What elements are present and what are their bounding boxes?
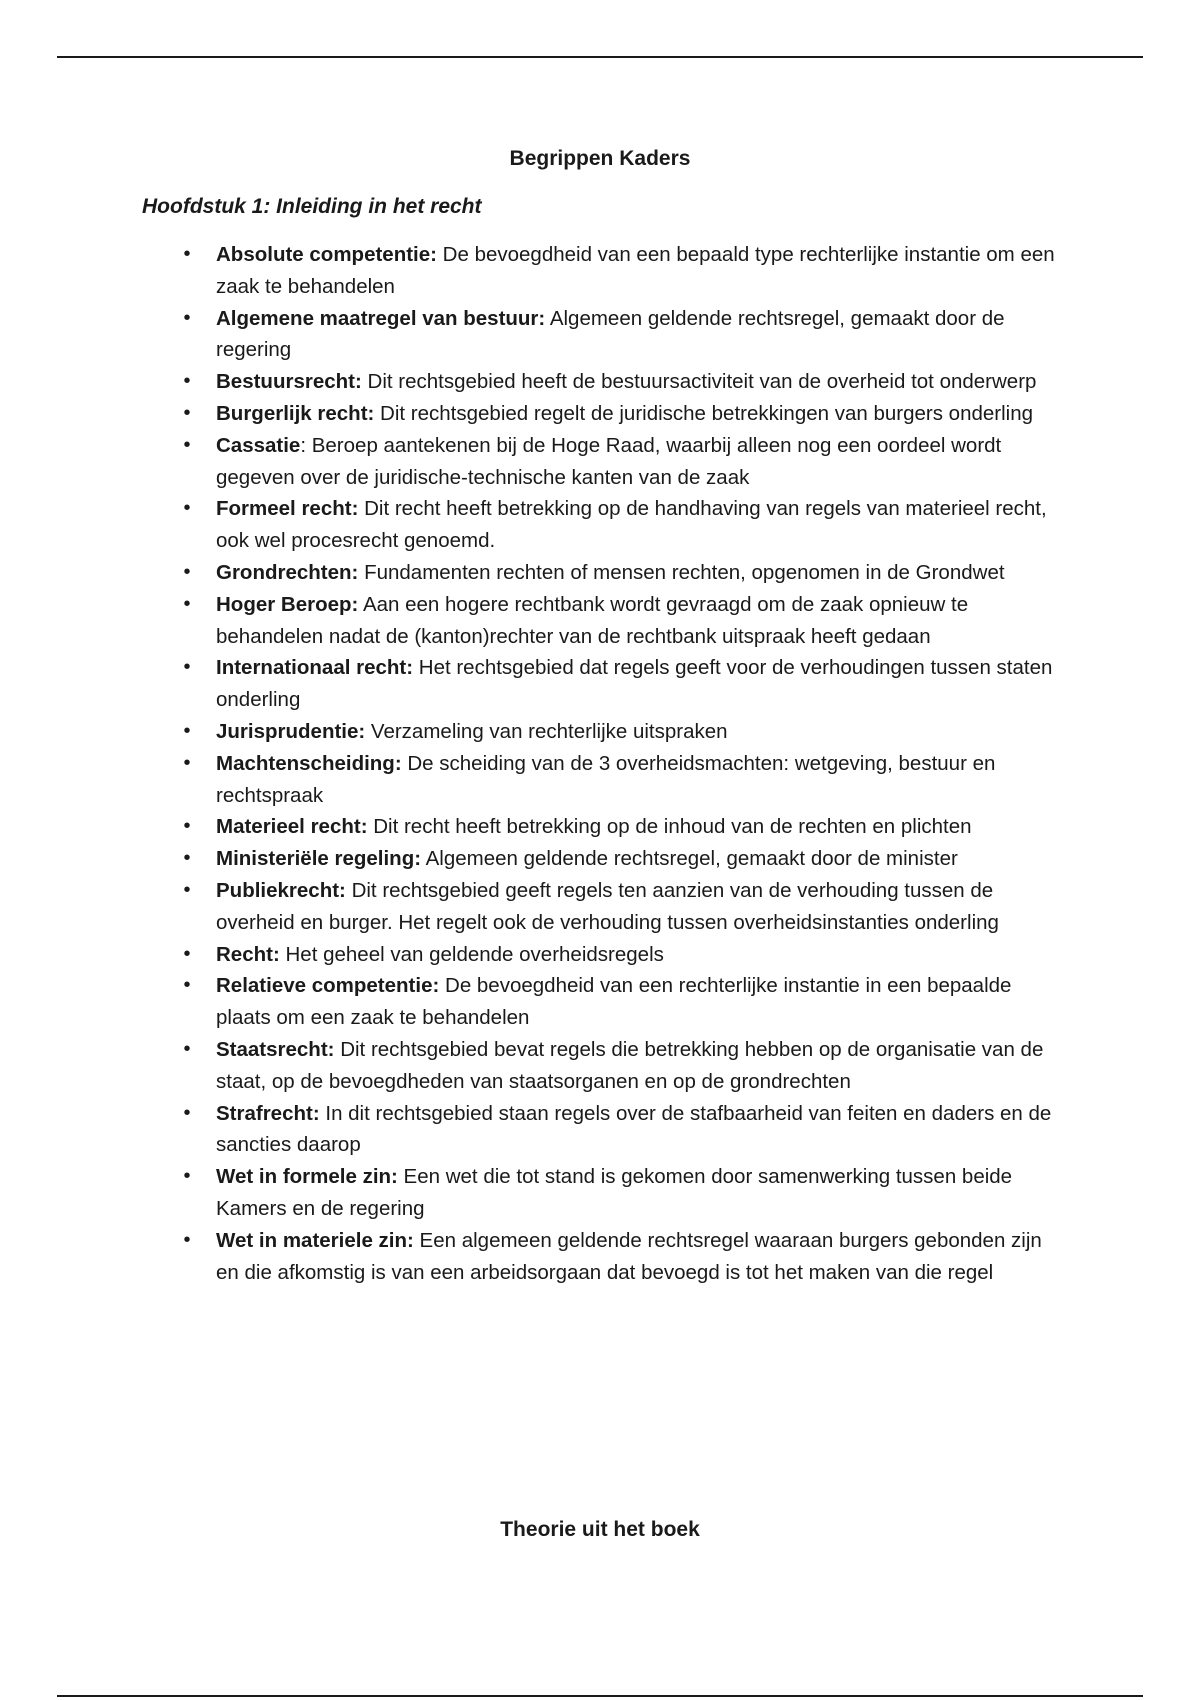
term-definition: Dit rechtsgebied geeft regels ten aanzien van de verhouding tussen de overheid en burger. Het regelt ook de verhouding tussen overheidsinstanties onderling xyxy=(216,878,999,934)
term-definition: De scheiding van de 3 overheidsmachten: wetgeving, bestuur en rechtspraak xyxy=(216,751,996,807)
list-item xyxy=(183,430,1056,494)
term-label: Recht: xyxy=(216,942,280,966)
term-label: Staatsrecht: xyxy=(216,1037,335,1061)
list-item xyxy=(183,1161,1056,1225)
term-label: Algemene maatregel van bestuur: xyxy=(216,306,546,330)
term-definition: Dit rechtsgebied regelt de juridische betrekkingen van burgers onderling xyxy=(374,401,1034,425)
term-label: Wet in materiele zin: xyxy=(216,1228,414,1252)
list-item xyxy=(183,366,1056,398)
term-label: Machtenscheiding: xyxy=(216,751,402,775)
term-definition: In dit rechtsgebied staan regels over de stafbaarheid van feiten en daders en de sancties daarop xyxy=(216,1101,1052,1157)
bullet-icon: • xyxy=(183,433,191,456)
term-label: Bestuursrecht: xyxy=(216,370,362,394)
bullet-icon: • xyxy=(183,974,191,997)
bullet-icon: • xyxy=(183,1101,191,1124)
term-definition: Dit recht heeft betrekking op de handhaving van regels van materieel recht, ook wel procesrecht genoemd. xyxy=(216,497,1047,553)
term-definition: Verzameling van rechterlijke uitspraken xyxy=(365,719,728,743)
term-definition: Een algemeen geldende rechtsregel waaraan burgers gebonden zijn en die afkomstig is van een arbeidsorgaan dat bevoegd is tot het maken van die regel xyxy=(216,1228,1042,1284)
term-label: Internationaal recht: xyxy=(216,656,414,680)
bullet-icon: • xyxy=(183,1037,191,1060)
term-label: Grondrechten: xyxy=(216,560,359,584)
bullet-icon: • xyxy=(183,815,191,838)
bullet-icon: • xyxy=(183,878,191,901)
list-item xyxy=(183,1034,1056,1098)
list-item xyxy=(183,493,1056,557)
list-item xyxy=(183,557,1056,589)
list-item xyxy=(183,748,1056,812)
term-definition: Algemeen geldende rechtsregel, gemaakt door de regering xyxy=(216,306,1005,362)
term-label: Jurisprudentie: xyxy=(216,719,366,743)
term-label: Strafrecht: xyxy=(216,1101,320,1125)
term-definition: Het geheel van geldende overheidsregels xyxy=(279,942,664,966)
chapter-heading: Hoofdstuk 1: Inleiding in het recht xyxy=(142,195,482,218)
term-label: Materieel recht: xyxy=(216,815,368,839)
term-label: Relatieve competentie: xyxy=(216,974,440,998)
header-rule xyxy=(57,56,1143,58)
bullet-icon: • xyxy=(183,243,191,265)
bullet-icon: • xyxy=(183,592,191,615)
term-definition: De bevoegdheid van een rechterlijke instantie in een bepaalde plaats om een zaak te behandelen xyxy=(216,974,1012,1030)
term-label: Cassatie xyxy=(216,433,301,457)
term-label: Burgerlijk recht: xyxy=(216,401,375,425)
list-item xyxy=(183,303,1056,367)
term-label: Absolute competentie: xyxy=(216,243,437,266)
list-item xyxy=(183,1098,1056,1162)
term-definition: Aan een hogere rechtbank wordt gevraagd om de zaak opnieuw te behandelen nadat de (kanton)rechter van de rechtbank uitspraak heeft gedaan xyxy=(216,592,969,648)
list-item xyxy=(183,589,1056,653)
bullet-icon: • xyxy=(183,1165,191,1188)
section-heading: Theorie uit het boek xyxy=(500,1518,700,1541)
footer-rule xyxy=(57,1695,1143,1697)
bullet-icon: • xyxy=(183,942,191,965)
list-item xyxy=(183,716,1056,748)
list-item xyxy=(183,939,1056,971)
term-definition: Dit rechtsgebied bevat regels die betrekking hebben op de organisatie van de staat, op de bevoegdheden van staatsorganen en op de grondrechten xyxy=(216,1037,1044,1093)
term-label: Publiekrecht: xyxy=(216,878,346,902)
list-item xyxy=(183,843,1056,875)
list-item xyxy=(183,970,1056,1034)
term-label: Hoger Beroep: xyxy=(216,592,359,616)
bullet-icon: • xyxy=(183,401,191,424)
term-definition: : Beroep aantekenen bij de Hoge Raad, waarbij alleen nog een oordeel wordt gegeven over de juridische-technische kanten van de zaak xyxy=(216,433,1002,489)
list-item xyxy=(183,1225,1056,1289)
term-label: Formeel recht: xyxy=(216,497,359,521)
list-item xyxy=(183,811,1056,843)
term-definition: De bevoegdheid van een bepaald type rechterlijke instantie om een zaak te behandelen xyxy=(216,243,1055,298)
list-item xyxy=(183,398,1056,430)
bullet-icon: • xyxy=(183,1228,191,1251)
bullet-icon: • xyxy=(183,370,191,393)
document-title: Begrippen Kaders xyxy=(509,147,691,170)
term-definition: Een wet die tot stand is gekomen door samenwerking tussen beide Kamers en de regering xyxy=(216,1165,1013,1220)
term-definition: Het rechtsgebied dat regels geeft voor de verhoudingen tussen staten onderling xyxy=(216,656,1053,712)
term-definition: Algemeen geldende rechtsregel, gemaakt door de minister xyxy=(421,847,958,871)
list-item xyxy=(183,652,1056,716)
term-definition: Fundamenten rechten of mensen rechten, opgenomen in de Grondwet xyxy=(358,560,1005,584)
term-list xyxy=(183,239,1056,1288)
bullet-icon: • xyxy=(183,656,191,679)
term-label: Wet in formele zin: xyxy=(216,1165,398,1189)
term-definition: Dit rechtsgebied heeft de bestuursactiviteit van de overheid tot onderwerp xyxy=(361,370,1037,394)
bullet-icon: • xyxy=(183,751,191,774)
term-label: Ministeriële regeling: xyxy=(216,847,422,871)
list-item xyxy=(183,875,1056,939)
bullet-icon: • xyxy=(183,560,191,583)
bullet-icon: • xyxy=(183,306,191,329)
bullet-icon: • xyxy=(183,847,191,870)
bullet-icon: • xyxy=(183,497,191,520)
list-item xyxy=(183,239,1056,303)
term-definition: Dit recht heeft betrekking op de inhoud van de rechten en plichten xyxy=(367,815,972,839)
bullet-icon: • xyxy=(183,719,191,742)
